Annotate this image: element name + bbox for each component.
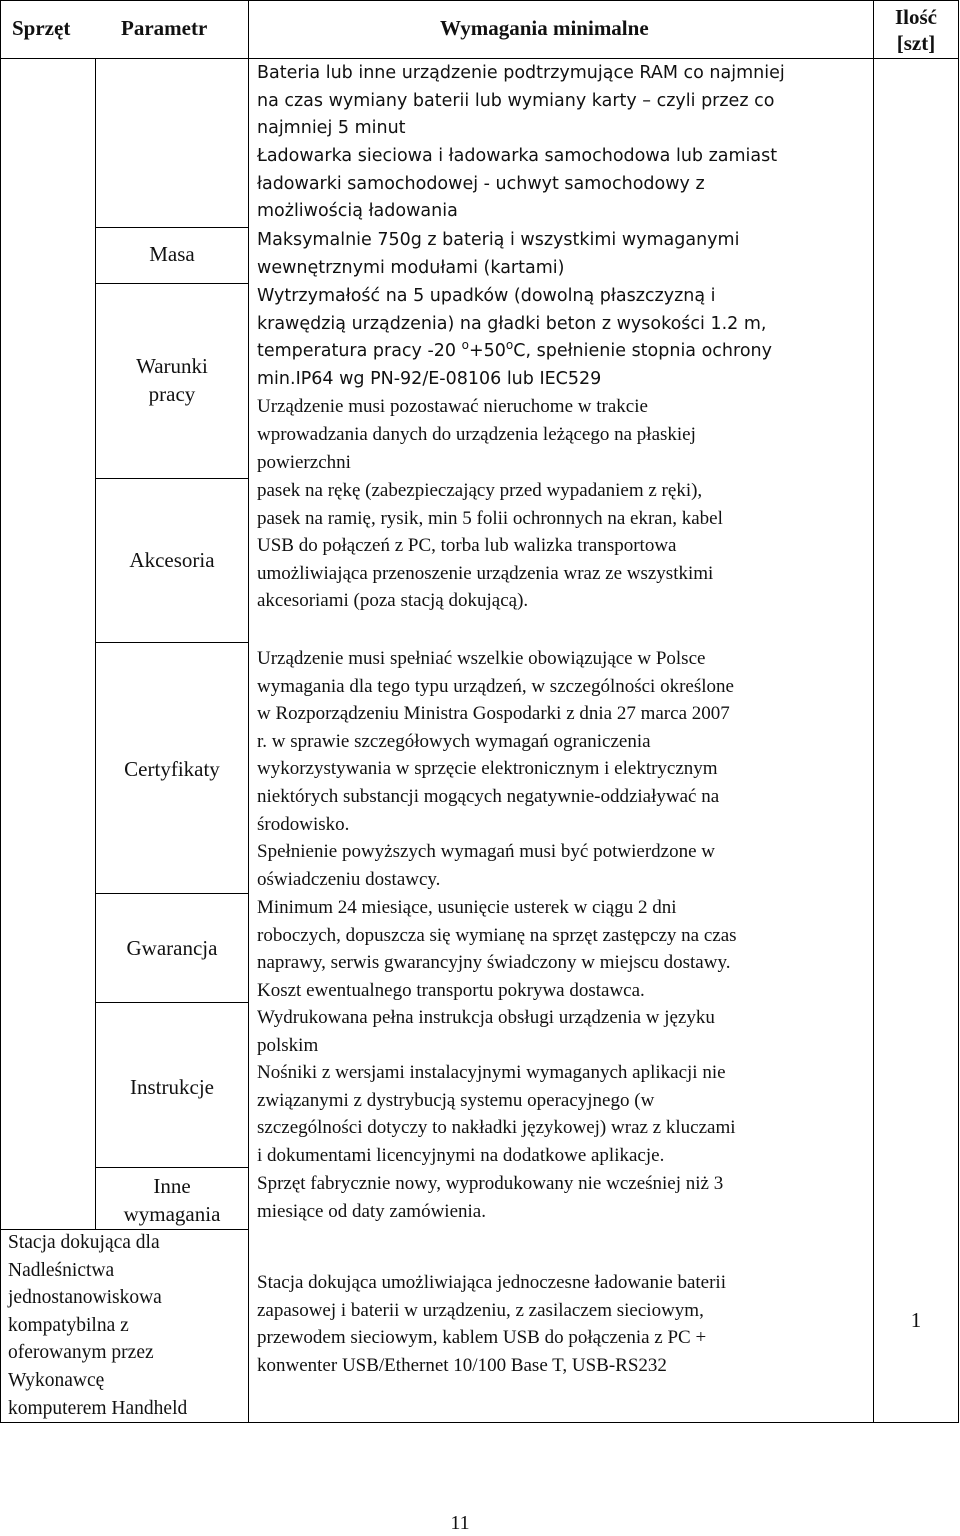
row-divider-gwarancja-top — [95, 893, 249, 894]
param-inne-line1: Inne — [153, 1174, 191, 1198]
param-instrukcje: Instrukcje — [130, 1075, 214, 1099]
param-warunki-line2: pracy — [148, 382, 196, 406]
header-ilosc-line2: [szt] — [896, 31, 936, 55]
text-line: roboczych, dopuszcza się wymianę na sprzęt zastępczy na czas — [257, 924, 737, 946]
param-warunki — [96, 352, 248, 408]
text-line: związanymi z dystrybucją systemu operacyjnego (w — [257, 1089, 655, 1111]
text-line: Bateria lub inne urządzenie podtrzymujące RAM co najmniej — [257, 63, 785, 83]
text-line: r. w sprawie szczegółowych wymagań ograniczenia — [257, 730, 651, 752]
text-line: powierzchni — [257, 451, 351, 473]
header-bottom-border — [0, 58, 959, 59]
text-line: w Rozporządzeniu Ministra Gospodarki z dnia 27 marca 2007 — [257, 703, 730, 725]
text-line: możliwością ładowania — [257, 201, 458, 222]
text-line: zapasowej i baterii w urządzeniu, z zasilaczem sieciowym, — [257, 1299, 704, 1321]
row-divider-warunki-top — [95, 283, 249, 284]
text-line: Minimum 24 miesiące, usunięcie usterek w ciągu 2 dni — [257, 897, 677, 918]
text-line: krawędzią urządzenia) na gładki beton z wysokości 1.2 m, — [257, 313, 767, 334]
text-line: wymagania dla tego typu urządzeń, w szczególności określone — [257, 675, 734, 697]
text-line: Koszt ewentualnego transportu pokrywa dostawca. — [257, 979, 645, 1001]
text-line: przewodem sieciowym, kablem USB do połączenia z PC + — [257, 1327, 707, 1349]
header-parametr: Parametr — [121, 16, 208, 40]
header-ilosc-line1: Ilość — [895, 5, 937, 29]
text-line: na czas wymiany baterii lub wymiany karty – czyli przez co — [257, 90, 775, 111]
header-wymagania: Wymagania minimalne — [440, 16, 649, 40]
text-line: min.IP64 wg PN-92/E-08106 lub IEC529 — [257, 368, 602, 389]
text-line: Sprzęt fabrycznie nowy, wyprodukowany nie wcześniej niż 3 — [257, 1173, 724, 1194]
text-line: naprawy, serwis gwarancyjny świadczony w miejscu dostawy. — [257, 952, 731, 974]
text-line: wprowadzania danych do urządzenia leżącego na płaskiej — [257, 423, 696, 445]
req-instrukcje — [257, 1004, 869, 1170]
text-line: komputerem Handheld — [8, 1397, 188, 1419]
text-line: Wydrukowana pełna instrukcja obsługi urządzenia w języku — [257, 1007, 715, 1028]
table-top-border — [0, 0, 959, 1]
text-line: Nośniki z wersjami instalacyjnymi wymaganych aplikacji nie — [257, 1062, 726, 1084]
param-masa: Masa — [149, 242, 195, 266]
text-line: umożliwiająca przenoszenie urządzenia wraz ze wszystkimi — [257, 562, 714, 584]
sprzet-stacja-dokujaca — [8, 1229, 240, 1422]
text-line: kompatybilna z — [8, 1314, 129, 1336]
row-divider-akcesoria-top — [95, 478, 249, 479]
text-line: Nadleśnictwa — [8, 1259, 115, 1281]
text-line: Stacja dokująca dla — [8, 1232, 160, 1253]
text-line: wewnętrznymi modułami (kartami) — [257, 257, 565, 278]
header-ilosc — [874, 4, 958, 56]
divider-sprzet-parametr — [95, 58, 96, 1229]
divider-parametr-wymagania — [248, 0, 249, 1423]
text-line: pasek na ramię, rysik, min 5 folii ochronnych na ekran, kabel — [257, 507, 723, 529]
req-certyfikaty — [257, 645, 869, 893]
text-line: jednostanowiskowa — [8, 1287, 162, 1309]
text-line: Urządzenie musi spełniać wszelkie obowiązujące w Polsce — [257, 648, 706, 669]
text-line: Wytrzymałość na 5 upadków (dowolną płaszczyzną i — [257, 286, 716, 306]
header-sprzet: Sprzęt — [12, 16, 71, 40]
req-masa — [257, 227, 869, 282]
param-warunki-line1: Warunki — [136, 354, 208, 378]
text-line: miesiące od daty zamówienia. — [257, 1200, 486, 1222]
border-left — [0, 0, 1, 1423]
text-line: wykorzystywania w sprzęcie elektronicznym i elektrycznym — [257, 758, 718, 780]
param-inne — [96, 1172, 248, 1228]
req-bateria — [257, 60, 869, 143]
req-inne — [257, 1170, 869, 1225]
text-line: Stacja dokująca umożliwiająca jednoczesne ładowanie baterii — [257, 1272, 726, 1293]
divider-wymagania-ilosc — [873, 0, 874, 1423]
text-line: Spełnienie powyższych wymagań musi być potwierdzone w — [257, 841, 715, 863]
text-line-temperature: temperatura pracy -20 $^o+50^oC$, spełnienie stopnia ochrony — [257, 338, 772, 362]
text-line: szczególności dotyczy to nakładki językowej) wraz z kluczami — [257, 1117, 736, 1139]
param-inne-line2: wymagania — [123, 1202, 221, 1226]
text-line: oświadczeniu dostawcy. — [257, 868, 441, 890]
param-akcesoria: Akcesoria — [129, 548, 215, 572]
ilosc-stacja: 1 — [910, 1308, 922, 1332]
text-line: USB do połączeń z PC, torba lub walizka transportowa — [257, 535, 677, 557]
text-line: konwenter USB/Ethernet 10/100 Base T, USB-RS232 — [257, 1354, 667, 1376]
text-line: ładowarki samochodowej - uchwyt samochodowy z — [257, 173, 705, 194]
text-line: niektórych substancji mogących negatywnie-oddziaływać na — [257, 785, 720, 807]
row-divider-inne-top — [95, 1167, 249, 1168]
text-line: Urządzenie musi pozostawać nieruchome w trakcie — [257, 396, 648, 418]
text-line: środowisko. — [257, 813, 350, 835]
req-akcesoria — [257, 477, 869, 615]
text-line: Ładowarka sieciowa i ładowarka samochodowa lub zamiast — [257, 146, 778, 166]
text-line: najmniej 5 minut — [257, 118, 406, 139]
text-line: oferowanym przez — [8, 1342, 154, 1364]
text-line: akcesoriami (poza stacją dokującą). — [257, 590, 529, 612]
param-gwarancja: Gwarancja — [126, 936, 218, 960]
text-line: polskim — [257, 1034, 319, 1056]
req-gwarancja — [257, 894, 869, 1004]
text-line: i dokumentami licencyjnymi na dodatkowe aplikacje. — [257, 1144, 665, 1166]
req-ladowarka — [257, 143, 869, 226]
text-line: Wykonawcę — [8, 1369, 105, 1391]
req-stacja — [257, 1269, 869, 1379]
text-line: Maksymalnie 750g z baterią i wszystkimi wymaganymi — [257, 230, 740, 250]
text-line: pasek na rękę (zabezpieczający przed wypadaniem z ręki), — [257, 480, 703, 501]
page-number: 11 — [450, 1512, 470, 1534]
param-certyfikaty: Certyfikaty — [124, 757, 220, 781]
row-divider-instrukcje-top — [95, 1002, 249, 1003]
req-warunki — [257, 283, 869, 476]
row-divider-certyfikaty-top — [95, 642, 249, 643]
row-divider-masa-top — [95, 227, 249, 228]
border-right — [958, 0, 959, 1423]
